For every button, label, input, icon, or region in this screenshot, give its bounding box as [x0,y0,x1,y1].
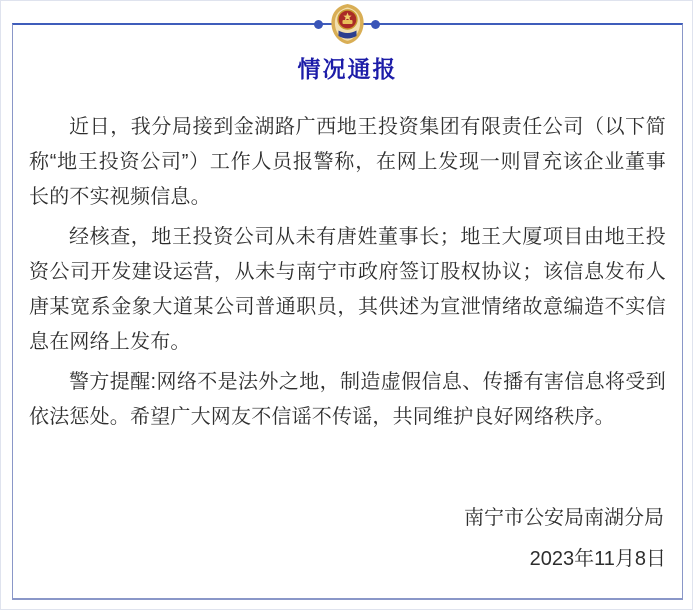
decorative-dot-left [314,20,323,29]
notice-paragraph-3: 警方提醒:网络不是法外之地，制造虚假信息、传播有害信息将受到依法惩处。希望广大网友不信谣不传谣，共同维护良好网络秩序。 [29,371,666,428]
notice-paragraph-2: 经核查，地王投资公司从未有唐姓董事长；地王大厦项目由地王投资公司开发建设运营，从未与南宁市政府签订股权协议；该信息发布人唐某宽系金象大道某公司普通职员，其供述为宣泄情绪故意编造不实信息在网络上发布。 [29,226,666,353]
police-badge-icon [328,3,367,45]
issuer-signature: 南宁市公安局南湖分局 [464,507,664,529]
notice-paragraph-1: 近日，我分局接到金湖路广西地王投资集团有限责任公司（以下简称“地王投资公司”）工作人员报警称，在网上发现一则冒充该企业董事长的不实视频信息。 [29,116,666,208]
notice-title: 情况通报 [297,56,398,82]
decorative-dot-right [371,20,380,29]
notice-content [1,1,692,571]
issue-date: 2023年11月8日 [529,548,666,570]
